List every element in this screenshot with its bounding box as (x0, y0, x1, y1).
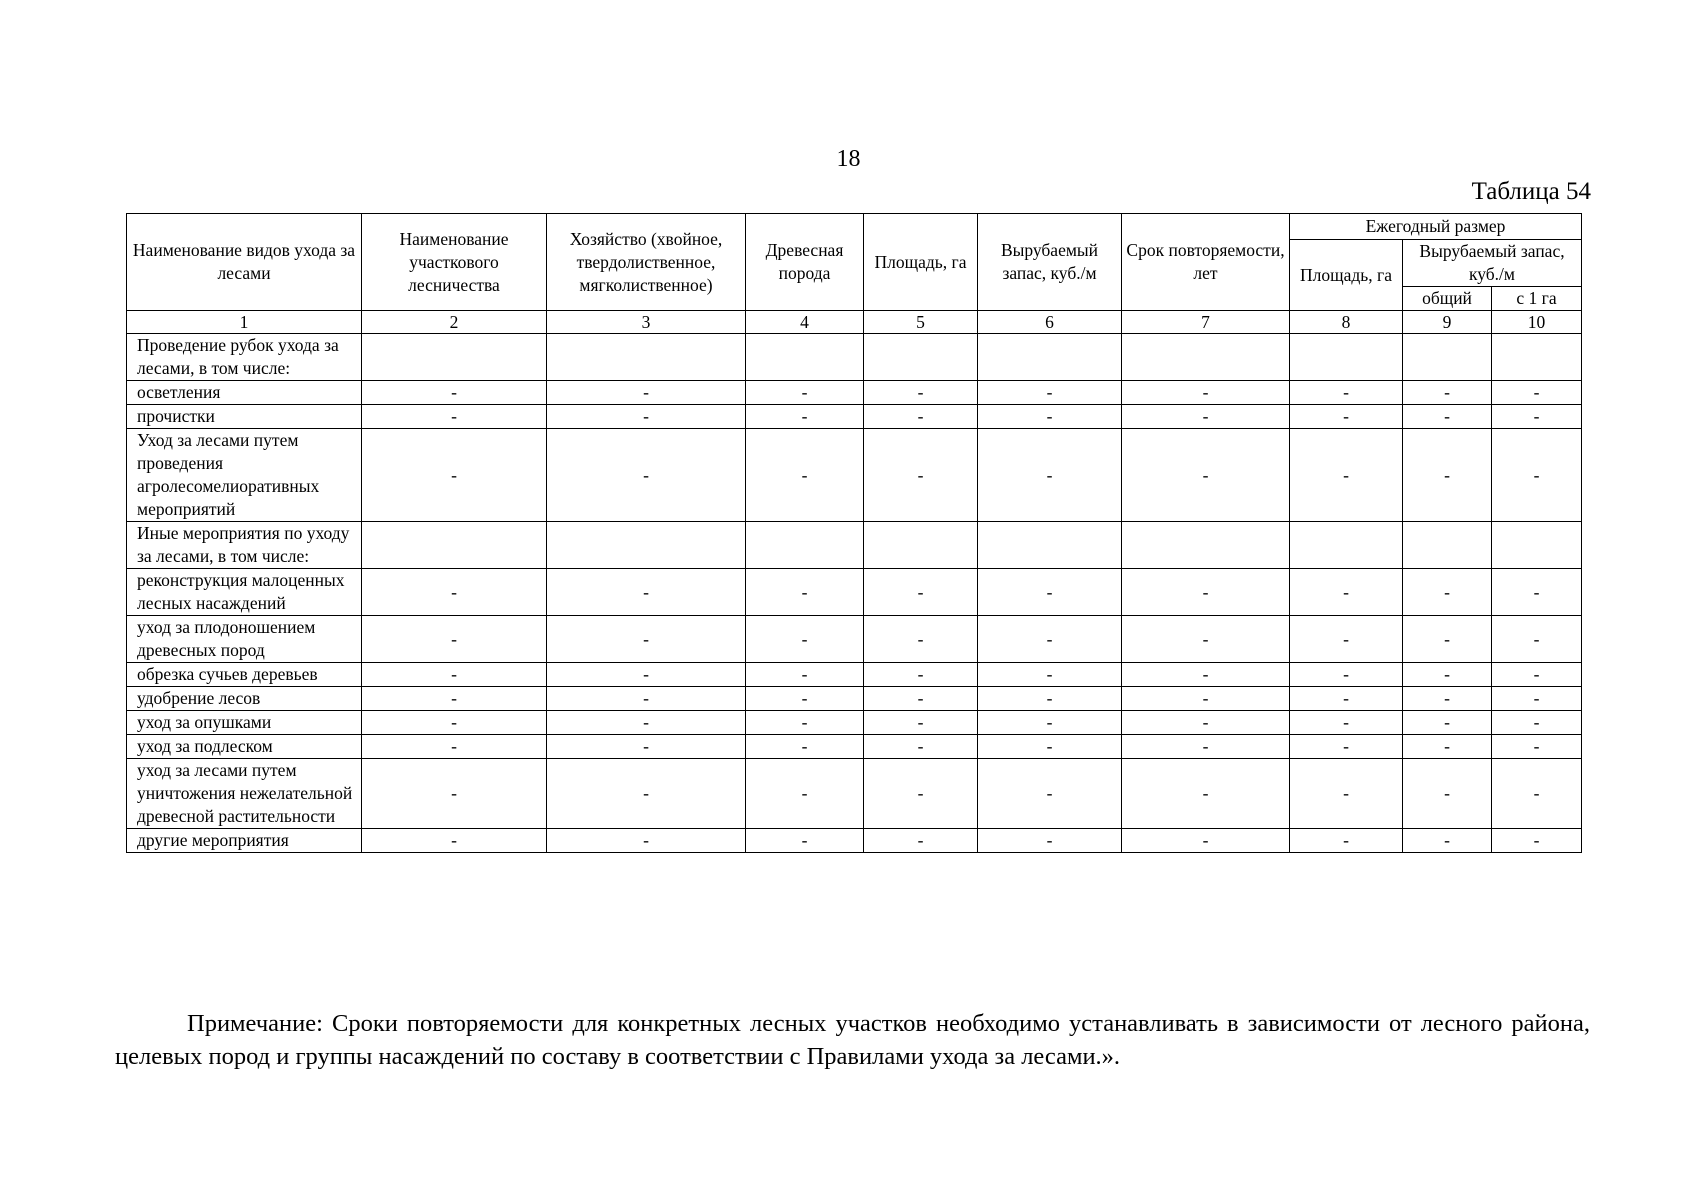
table-cell: - (978, 663, 1122, 687)
table-cell: - (1290, 759, 1403, 829)
table-cell (1403, 334, 1492, 381)
table-cell: - (978, 569, 1122, 616)
table-cell: - (1290, 405, 1403, 429)
table-cell: - (864, 735, 978, 759)
table-cell: - (547, 381, 746, 405)
table-cell: - (1290, 381, 1403, 405)
table-cell: - (746, 569, 864, 616)
table-cell: - (864, 829, 978, 853)
table-cell (746, 334, 864, 381)
table-cell (362, 522, 547, 569)
table-cell: - (1290, 735, 1403, 759)
table-cell: - (547, 759, 746, 829)
table-cell: - (746, 429, 864, 522)
table-cell: - (547, 663, 746, 687)
table-cell: - (1492, 429, 1582, 522)
row-name: осветления (127, 381, 362, 405)
header-annual-volume: Вырубаемый запас, куб./м (1403, 240, 1582, 287)
table-cell: - (978, 711, 1122, 735)
table-cell: - (978, 429, 1122, 522)
column-number: 4 (746, 311, 864, 334)
column-number: 5 (864, 311, 978, 334)
row-name: уход за плодоношением древесных пород (127, 616, 362, 663)
table-cell: - (864, 616, 978, 663)
table-cell: - (1492, 735, 1582, 759)
table-cell: - (1403, 429, 1492, 522)
table-cell: - (746, 759, 864, 829)
table-cell: - (547, 829, 746, 853)
column-number: 2 (362, 311, 547, 334)
table-cell: - (1290, 569, 1403, 616)
table-cell: - (978, 405, 1122, 429)
table-cell: - (746, 711, 864, 735)
header-annual-size: Ежегодный размер (1290, 214, 1582, 240)
table-cell (746, 522, 864, 569)
table-cell: - (1290, 663, 1403, 687)
table-cell: - (746, 663, 864, 687)
header-volume-total: общий (1403, 287, 1492, 311)
table-cell: - (547, 711, 746, 735)
table-cell: - (978, 735, 1122, 759)
table-cell: - (1122, 405, 1290, 429)
table-cell: - (864, 663, 978, 687)
table-caption: Таблица 54 (1471, 178, 1591, 205)
table-cell: - (362, 735, 547, 759)
table-cell (547, 334, 746, 381)
table-cell: - (1122, 569, 1290, 616)
forest-care-table (126, 213, 1582, 853)
table-cell: - (1403, 405, 1492, 429)
table-cell: - (1403, 616, 1492, 663)
table-row (127, 663, 1582, 687)
table-cell: - (1492, 663, 1582, 687)
table-cell: - (864, 381, 978, 405)
row-name: удобрение лесов (127, 687, 362, 711)
column-number: 6 (978, 311, 1122, 334)
table-cell: - (362, 616, 547, 663)
table-cell (362, 334, 547, 381)
table-row (127, 334, 1582, 381)
table-cell: - (547, 405, 746, 429)
table-cell: - (1290, 687, 1403, 711)
header-annual-area: Площадь, га (1290, 240, 1403, 311)
table-cell: - (547, 429, 746, 522)
table-cell: - (1122, 735, 1290, 759)
table-cell (1122, 522, 1290, 569)
header-economy: Хозяйство (хвойное, твердолиственное, мягколиственное) (547, 214, 746, 311)
table-cell: - (362, 569, 547, 616)
table-cell (1290, 522, 1403, 569)
table-row (127, 687, 1582, 711)
table-cell (1492, 334, 1582, 381)
table-cell: - (746, 829, 864, 853)
table-cell: - (1492, 711, 1582, 735)
table-cell: - (978, 381, 1122, 405)
table-cell: - (362, 429, 547, 522)
table-cell: - (1403, 381, 1492, 405)
row-name: прочистки (127, 405, 362, 429)
table-row (127, 429, 1582, 522)
table-cell: - (1492, 405, 1582, 429)
table-cell: - (864, 569, 978, 616)
header-felling-volume: Вырубаемый запас, куб./м (978, 214, 1122, 311)
table-cell: - (1290, 711, 1403, 735)
table-cell: - (362, 711, 547, 735)
table-cell: - (978, 687, 1122, 711)
table-cell: - (547, 735, 746, 759)
table-cell (864, 522, 978, 569)
row-name: Уход за лесами путем проведения агролесомелиоративных мероприятий (127, 429, 362, 522)
page-number: 18 (836, 146, 861, 172)
table-row (127, 711, 1582, 735)
column-number: 3 (547, 311, 746, 334)
table-cell: - (362, 405, 547, 429)
header-volume-per-ha: с 1 га (1492, 287, 1582, 311)
table-cell: - (1403, 663, 1492, 687)
table-cell (978, 522, 1122, 569)
table-cell: - (864, 405, 978, 429)
table-cell: - (362, 759, 547, 829)
table-cell: - (1492, 759, 1582, 829)
table-cell: - (1122, 663, 1290, 687)
table-cell: - (362, 829, 547, 853)
header-forestry-district: Наименование участкового лесничества (362, 214, 547, 311)
table-row (127, 829, 1582, 853)
row-name: Проведение рубок ухода за лесами, в том числе: (127, 334, 362, 381)
table-cell: - (746, 616, 864, 663)
table-cell: - (864, 711, 978, 735)
row-name: Иные мероприятия по уходу за лесами, в том числе: (127, 522, 362, 569)
table-cell: - (1122, 616, 1290, 663)
table-cell: - (1403, 569, 1492, 616)
row-name: уход за подлеском (127, 735, 362, 759)
table-row (127, 569, 1582, 616)
table-cell: - (1403, 759, 1492, 829)
table-cell: - (1403, 829, 1492, 853)
table-cell: - (1122, 759, 1290, 829)
table-row (127, 616, 1582, 663)
table-row (127, 522, 1582, 569)
table-row (127, 759, 1582, 829)
table-cell: - (1492, 381, 1582, 405)
table-cell (547, 522, 746, 569)
table-cell: - (1403, 687, 1492, 711)
table-cell: - (864, 687, 978, 711)
table-cell: - (362, 687, 547, 711)
table-cell: - (1290, 829, 1403, 853)
table-cell: - (1122, 687, 1290, 711)
row-name: уход за опушками (127, 711, 362, 735)
table-cell: - (362, 663, 547, 687)
header-area: Площадь, га (864, 214, 978, 311)
table-note: Примечание: Сроки повторяемости для конкретных лесных участков необходимо устанавливать в зависимости от лесного района, целевых пород и группы насаждений по составу в соответствии с Правилами ухода за лесами.». (115, 1010, 1590, 1070)
table-cell: - (864, 429, 978, 522)
row-name: реконструкция малоценных лесных насаждений (127, 569, 362, 616)
table-row (127, 735, 1582, 759)
table-cell: - (362, 381, 547, 405)
table-row (127, 405, 1582, 429)
table-cell: - (978, 829, 1122, 853)
table-cell (978, 334, 1122, 381)
row-name: обрезка сучьев деревьев (127, 663, 362, 687)
table-cell: - (1492, 569, 1582, 616)
table-cell: - (1492, 829, 1582, 853)
row-name: уход за лесами путем уничтожения нежелательной древесной растительности (127, 759, 362, 829)
table-cell: - (746, 405, 864, 429)
table-cell: - (978, 616, 1122, 663)
table-cell: - (1290, 616, 1403, 663)
table-cell: - (978, 759, 1122, 829)
column-number: 7 (1122, 311, 1290, 334)
header-repeat-period: Срок повторяемости, лет (1122, 214, 1290, 311)
header-tree-species: Древесная порода (746, 214, 864, 311)
table-cell (1290, 334, 1403, 381)
table-cell (1492, 522, 1582, 569)
column-number-row (127, 311, 1582, 334)
table-cell (864, 334, 978, 381)
table-cell: - (547, 616, 746, 663)
table-cell: - (746, 687, 864, 711)
table-cell: - (1122, 381, 1290, 405)
table-cell: - (547, 569, 746, 616)
table-cell: - (1403, 735, 1492, 759)
column-number: 1 (127, 311, 362, 334)
table-cell: - (1492, 687, 1582, 711)
table-cell: - (1492, 616, 1582, 663)
header-care-type: Наименование видов ухода за лесами (127, 214, 362, 311)
table-row (127, 381, 1582, 405)
table-cell: - (1122, 829, 1290, 853)
table-cell (1403, 522, 1492, 569)
row-name: другие мероприятия (127, 829, 362, 853)
table-cell: - (746, 735, 864, 759)
table-cell: - (547, 687, 746, 711)
column-number: 10 (1492, 311, 1582, 334)
table-cell: - (746, 381, 864, 405)
table-cell: - (1122, 711, 1290, 735)
table-cell: - (1122, 429, 1290, 522)
table-cell: - (1403, 711, 1492, 735)
column-number: 9 (1403, 311, 1492, 334)
column-number: 8 (1290, 311, 1403, 334)
table-cell: - (1290, 429, 1403, 522)
table-cell (1122, 334, 1290, 381)
table-cell: - (864, 759, 978, 829)
